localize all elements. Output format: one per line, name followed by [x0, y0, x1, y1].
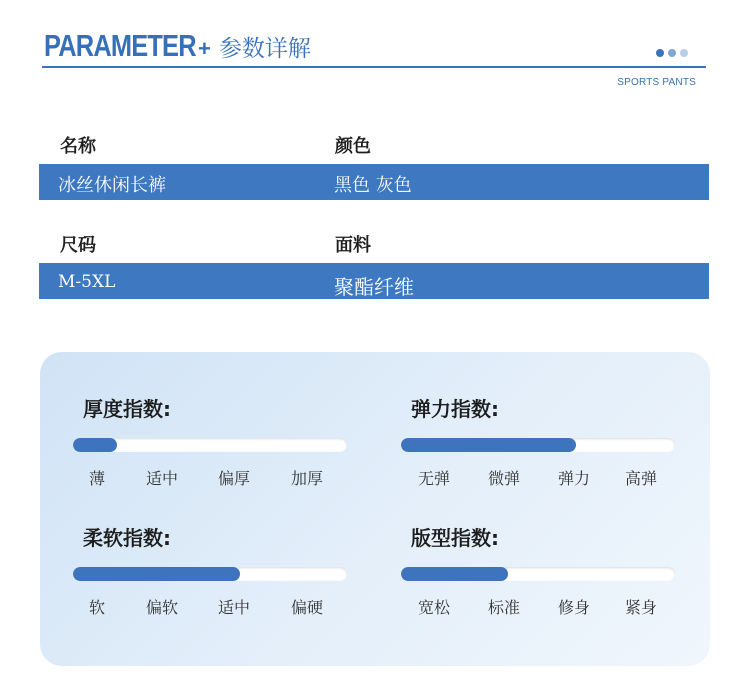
fit-level-1: 宽松: [417, 598, 450, 617]
elasticity-bar-fill: [401, 438, 576, 452]
fit-level-2: 标准: [487, 598, 520, 617]
spec-value-size: M-5XL: [58, 272, 116, 292]
fit-bar: [401, 567, 675, 581]
fit-bar-fill: [401, 567, 508, 581]
dot-3: [680, 49, 688, 57]
dot-1: [656, 49, 664, 57]
spec-label-fabric: 面料: [335, 235, 371, 256]
header-divider: [42, 66, 706, 68]
spec-value-color: 黑色 灰色: [334, 175, 412, 196]
fit-level-3: 修身: [557, 598, 590, 617]
fit-level-4: 紧身: [624, 598, 657, 617]
softness-bar-fill: [73, 567, 240, 581]
dot-2: [668, 49, 676, 57]
softness-bar: [73, 567, 347, 581]
fit-title: 版型指数:: [411, 526, 499, 550]
title-plus: +: [198, 36, 211, 61]
spec-label-name: 名称: [60, 136, 96, 157]
softness-level-4: 偏硬: [290, 598, 323, 617]
softness-level-3: 适中: [217, 598, 250, 617]
header-title: [44, 28, 311, 64]
elasticity-level-3: 弹力: [557, 469, 590, 488]
thickness-level-1: 薄: [88, 469, 105, 488]
title-chinese: 参数详解: [218, 36, 311, 62]
softness-level-2: 偏软: [145, 598, 178, 617]
softness-level-1: 软: [88, 598, 105, 617]
elasticity-title: 弹力指数:: [411, 397, 499, 421]
elasticity-level-1: 无弹: [417, 469, 450, 488]
thickness-level-2: 适中: [145, 469, 178, 488]
decorative-dots: [656, 49, 688, 57]
spec-label-size: 尺码: [60, 235, 96, 256]
spec-label-color: 颜色: [335, 136, 371, 157]
thickness-bar: [73, 438, 347, 452]
spec-value-name: 冰丝休闲长裤: [58, 175, 166, 196]
title-english: PARAMETER: [44, 28, 196, 63]
elasticity-level-2: 微弹: [487, 469, 520, 488]
softness-title: 柔软指数:: [83, 526, 171, 550]
subtitle: SPORTS PANTS: [617, 77, 696, 88]
elasticity-level-4: 高弹: [624, 469, 657, 488]
thickness-bar-fill: [73, 438, 117, 452]
spec-value-fabric: 聚酯纤维: [334, 275, 414, 299]
thickness-level-4: 加厚: [290, 469, 323, 488]
thickness-level-3: 偏厚: [217, 469, 250, 488]
elasticity-bar: [401, 438, 675, 452]
thickness-title: 厚度指数:: [83, 397, 171, 421]
